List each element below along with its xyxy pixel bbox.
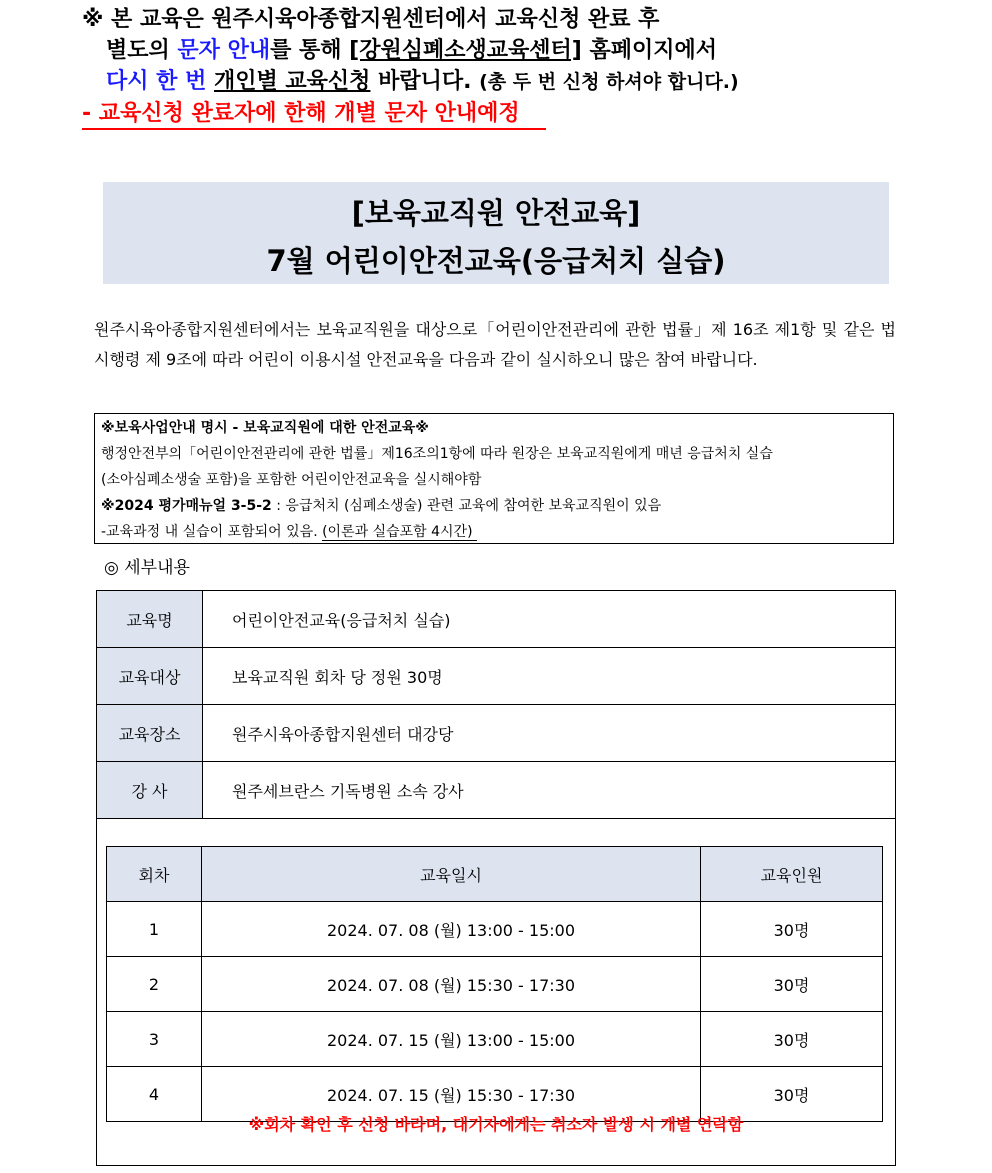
once-more-text: 다시 한 번: [106, 69, 207, 94]
cpr-center-name: [강원심폐소생교육센터]: [349, 38, 582, 63]
application-notice: [82, 4, 739, 130]
session-capacity: 30명: [701, 902, 883, 957]
info-heading: ※보육사업안내 명시 - 보육교직원에 대한 안전교육※: [101, 420, 429, 436]
waitlist-footnote: ※회차 확인 후 신청 바라며, 대기자에게는 취소자 발생 시 개별 연락함: [248, 1115, 744, 1134]
info-line: ※2024 평가매뉴얼 3-5-2 : 응급처치 (심폐소생술) 관련 교육에 참여한 보육교직원이 있음: [101, 498, 662, 514]
session-capacity: 30명: [701, 957, 883, 1012]
column-header-capacity: 교육인원: [701, 847, 883, 902]
table-row: [107, 902, 883, 957]
session-number: 1: [107, 902, 202, 957]
detail-label: 교육명: [97, 591, 203, 648]
evaluation-manual-ref: ※2024 평가매뉴얼 3-5-2: [101, 498, 272, 514]
schedule-table: [106, 846, 883, 1122]
detail-value: 원주세브란스 기독병원 소속 강사: [203, 762, 896, 819]
notice-line-2: 별도의 문자 안내를 통해 [강원심폐소생교육센터] 홈페이지에서: [106, 38, 717, 63]
individual-apply-text: 개인별 교육신청: [214, 69, 371, 94]
detail-value: 보육교직원 회차 당 정원 30명: [203, 648, 896, 705]
session-datetime: 2024. 07. 15 (월) 15:30 - 17:30: [202, 1067, 701, 1122]
legal-info-box: [94, 413, 894, 544]
section-heading: ◎ 세부내용: [104, 558, 190, 578]
table-row: [97, 705, 896, 762]
info-line: (소아심폐소생술 포함)을 포함한 어린이안전교육을 실시해야함: [101, 472, 482, 488]
notice-line-1: ※ 본 교육은 원주시육아종합지원센터에서 교육신청 완료 후: [82, 7, 660, 32]
detail-label: 교육장소: [97, 705, 203, 762]
info-line: -교육과정 내 실습이 포함되어 있음. (이론과 실습포함 4시간): [101, 519, 887, 545]
details-table: [96, 590, 896, 819]
sms-notice-text: 문자 안내: [177, 38, 271, 63]
session-number: 3: [107, 1012, 202, 1067]
session-number: 4: [107, 1067, 202, 1122]
table-row: [97, 591, 896, 648]
schedule-header-row: [107, 847, 883, 902]
apply-twice-note: (총 두 번 신청 하셔야 합니다.): [479, 71, 739, 93]
session-capacity: 30명: [701, 1012, 883, 1067]
column-header-session: 회차: [107, 847, 202, 902]
duration-note: (이론과 실습포함 4시간): [322, 524, 476, 541]
notice-line-3: 다시 한 번 개인별 교육신청 바랍니다. (총 두 번 신청 하셔야 합니다.): [106, 69, 739, 94]
column-header-datetime: 교육일시: [202, 847, 701, 902]
session-datetime: 2024. 07. 08 (월) 15:30 - 17:30: [202, 957, 701, 1012]
page-title: [보육교직원 안전교육]: [351, 196, 641, 230]
session-datetime: 2024. 07. 15 (월) 13:00 - 15:00: [202, 1012, 701, 1067]
session-capacity: 30명: [701, 1067, 883, 1122]
detail-label: 강 사: [97, 762, 203, 819]
session-datetime: 2024. 07. 08 (월) 13:00 - 15:00: [202, 902, 701, 957]
detail-value: 어린이안전교육(응급처치 실습): [203, 591, 896, 648]
intro-paragraph: 원주시육아종합지원센터에서는 보육교직원을 대상으로「어린이안전관리에 관한 법률」제 16조 제1항 및 같은 법 시행령 제 9조에 따라 어린이 이용시설 안전교육을 다음과 같이 실시하오니 많은 참여 바랍니다.: [94, 320, 896, 369]
table-row: [107, 957, 883, 1012]
title-banner: [103, 182, 889, 284]
table-row: [97, 648, 896, 705]
sms-notice-line: - 교육신청 완료자에 한해 개별 문자 안내예정: [82, 100, 546, 130]
detail-label: 교육대상: [97, 648, 203, 705]
session-number: 2: [107, 957, 202, 1012]
table-row: [107, 1012, 883, 1067]
detail-value: 원주시육아종합지원센터 대강당: [203, 705, 896, 762]
info-line: 행정안전부의「어린이안전관리에 관한 법률」제16조의1항에 따라 원장은 보육교직원에게 매년 응급처치 실습: [101, 446, 773, 462]
table-row: [97, 762, 896, 819]
page-subtitle: 7월 어린이안전교육(응급처치 실습): [266, 244, 726, 278]
